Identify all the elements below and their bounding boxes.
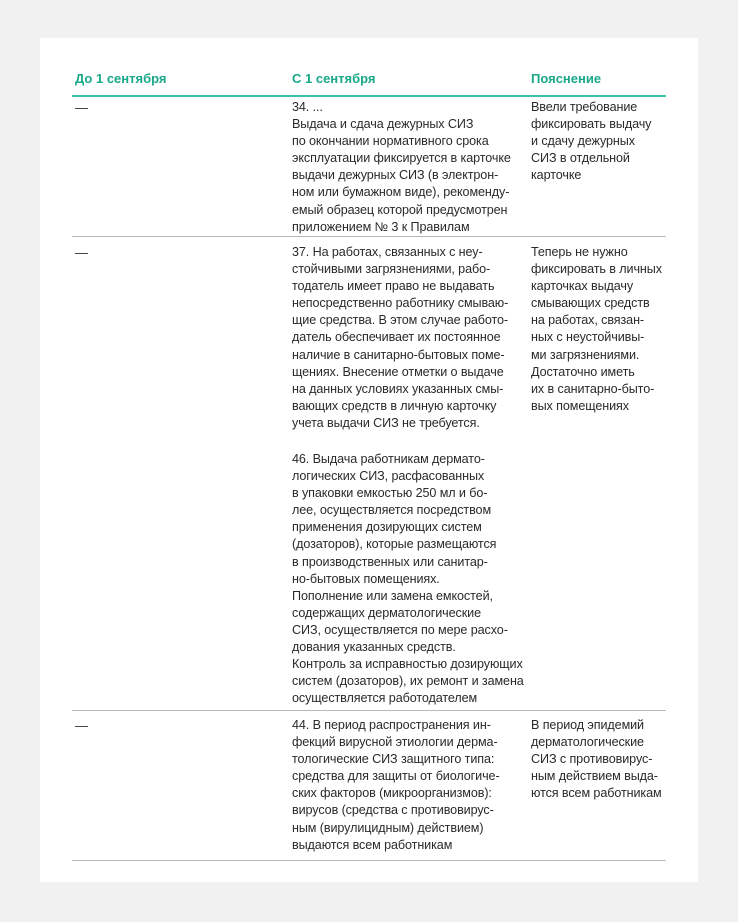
cell-explanation: Теперь не нужно фиксировать в личных карточках выдачу смывающих средств на работах, связан- ных с неустойчивы- ми загрязнениями. Достаточно иметь их в санитарно-быто- вых помещениях xyxy=(531,245,662,413)
header-before: До 1 сентября xyxy=(75,71,167,86)
cell-explanation: В период эпидемий дерматологические СИЗ с противовирус- ным действием выда- ются всем работникам xyxy=(531,718,662,801)
header-divider xyxy=(72,95,666,97)
header-after: С 1 сентября xyxy=(292,71,376,86)
cell-after: 37. На работах, связанных с неу- стойчивыми загрязнениями, рабо- тодатель имеет право не выдавать непосредственно работнику смываю- щие средства. В этом случае работо- датель обеспечивает их постоянное наличие в санитарно-бытовых поме- щениях. Внесение отметки о выдаче на данных условиях указанных смы- вающих средств в личную карточку учета выдачи СИЗ не требуется. xyxy=(292,245,509,430)
cell-after: 44. В период распространения ин- фекций вирусной этиологии дерма- тологические СИЗ защитного типа: средства для защиты от биологиче- ских факторов (микроорганизмов): вирусов (средства с противовирус- ным (вирулицидным) действием) выдаются всем работникам xyxy=(292,718,500,852)
cell-before: — xyxy=(75,245,88,260)
cell-after-continued: 46. Выдача работникам дермато- логических СИЗ, расфасованных в упаковки емкостью 250 мл и бо- лее, осуществляется посредством применения дозирующих систем (дозаторов), которые размещаются в производственных или санитар- но-бытовых помещениях. Пополнение или замена емкостей, содержащих дерматологические СИЗ, осуществляется по мере расхо- дования указанных средств. Контроль за исправностью дозирующих систем (дозаторов), их ремонт и замена осуществляется работодателем xyxy=(292,452,524,706)
cell-before: — xyxy=(75,718,88,733)
comparison-table xyxy=(40,38,698,882)
row-divider xyxy=(72,710,666,711)
cell-before: — xyxy=(75,100,88,115)
cell-explanation: Ввели требование фиксировать выдачу и сдачу дежурных СИЗ в отдельной карточке xyxy=(531,100,652,183)
row-divider xyxy=(72,236,666,237)
row-divider xyxy=(72,860,666,861)
header-explanation: Пояснение xyxy=(531,71,602,86)
cell-after: 34. ... Выдача и сдача дежурных СИЗ по окончании нормативного срока эксплуатации фиксируется в карточке выдачи дежурных СИЗ (в электрон- ном или бумажном виде), рекоменду- емый образец которой предусмотрен приложением № 3 к Правилам xyxy=(292,100,511,234)
